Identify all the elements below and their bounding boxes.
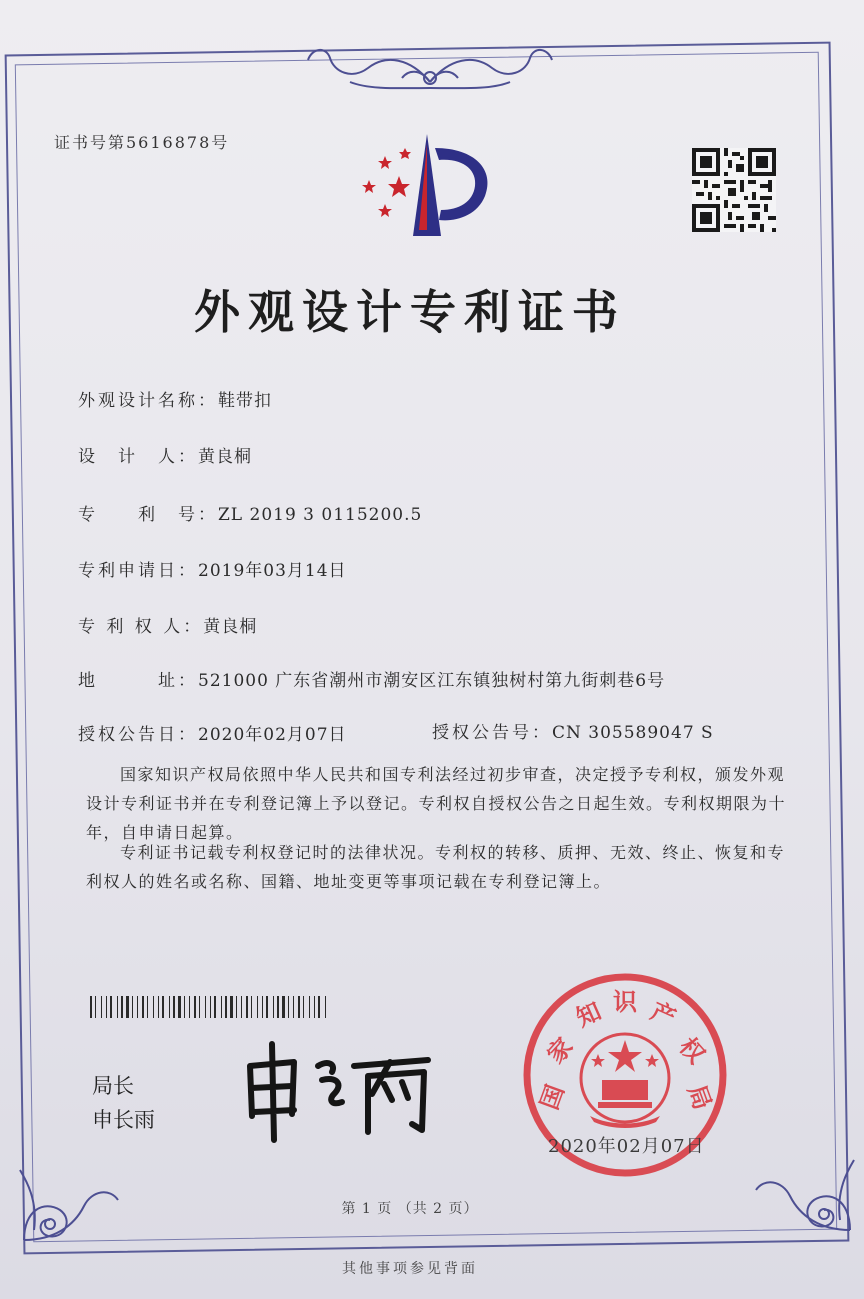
design-name-row bbox=[78, 386, 272, 411]
seal-date: 2020年02月07日 bbox=[548, 1136, 705, 1157]
grant-number-row bbox=[432, 718, 714, 743]
director-name: 申长雨 bbox=[92, 1108, 155, 1132]
patent-number-row bbox=[78, 500, 422, 525]
grant-number-value: CN 305589047 S bbox=[552, 723, 714, 743]
grant-date-value: 2020年02月07日 bbox=[198, 725, 347, 745]
legal-status-paragraph: 专利证书记载专利权登记时的法律状况。专利权的转移、质押、无效、终止、恢复和专利权人的姓名或名称、国籍、地址变更等事项记载在专利登记簿上。 bbox=[86, 843, 786, 891]
svg-text:局: 局 bbox=[682, 1081, 717, 1114]
grant-date-label: 授权公告日： bbox=[78, 725, 198, 745]
patentee-label: 专 利 权 人： bbox=[78, 617, 204, 637]
patentee-value: 黄良桐 bbox=[203, 617, 258, 637]
address-value: 521000 广东省潮州市潮安区江东镇独树村第九街刺巷6号 bbox=[198, 671, 666, 691]
design-name-label: 外观设计名称： bbox=[78, 391, 218, 411]
grant-number-label: 授权公告号： bbox=[432, 723, 552, 743]
certificate-number: 证书号第5616878号 bbox=[54, 133, 230, 152]
svg-text:识: 识 bbox=[613, 988, 637, 1016]
application-date-row bbox=[78, 556, 347, 581]
bottom-left-ornament bbox=[14, 1140, 134, 1250]
designer-label: 设 计 人： bbox=[78, 447, 198, 467]
address-label: 地 址： bbox=[78, 671, 198, 691]
bottom-right-ornament bbox=[740, 1110, 860, 1240]
svg-text:家: 家 bbox=[541, 1032, 579, 1069]
svg-text:产: 产 bbox=[646, 997, 680, 1033]
svg-text:国: 国 bbox=[535, 1081, 570, 1114]
designer-value: 黄良桐 bbox=[198, 447, 252, 467]
qr-code-icon[interactable] bbox=[692, 148, 776, 232]
patentee-row bbox=[78, 612, 257, 637]
design-name-value: 鞋带扣 bbox=[218, 391, 272, 411]
application-date-value: 2019年03月14日 bbox=[198, 561, 347, 581]
svg-text:知: 知 bbox=[572, 997, 606, 1033]
cnipa-logo-icon bbox=[355, 130, 495, 240]
patent-number-label: 专 利 号： bbox=[78, 505, 218, 525]
application-date-label: 专利申请日： bbox=[78, 561, 198, 581]
director-signature bbox=[232, 1036, 442, 1146]
top-ornament bbox=[290, 38, 570, 96]
grant-statement-paragraph: 国家知识产权局依照中华人民共和国专利法经过初步审查，决定授予专利权，颁发外观设计专利证书并在专利登记簿上予以登记。专利权自授权公告之日起生效。专利权期限为十年，自申请日起算。 bbox=[86, 765, 787, 842]
barcode-icon bbox=[90, 996, 330, 1018]
patent-number-value: ZL 2019 3 0115200.5 bbox=[218, 505, 423, 525]
svg-text:权: 权 bbox=[673, 1032, 711, 1069]
certificate-title: 外观设计专利证书 bbox=[194, 285, 626, 339]
address-row bbox=[78, 666, 665, 691]
director-title: 局长 bbox=[92, 1074, 134, 1098]
footer-note: 其他事项参见背面 bbox=[342, 1261, 478, 1277]
grant-date-row bbox=[78, 720, 347, 745]
page-number: 第 1 页 （共 2 页） bbox=[341, 1201, 479, 1217]
designer-row bbox=[78, 442, 252, 467]
